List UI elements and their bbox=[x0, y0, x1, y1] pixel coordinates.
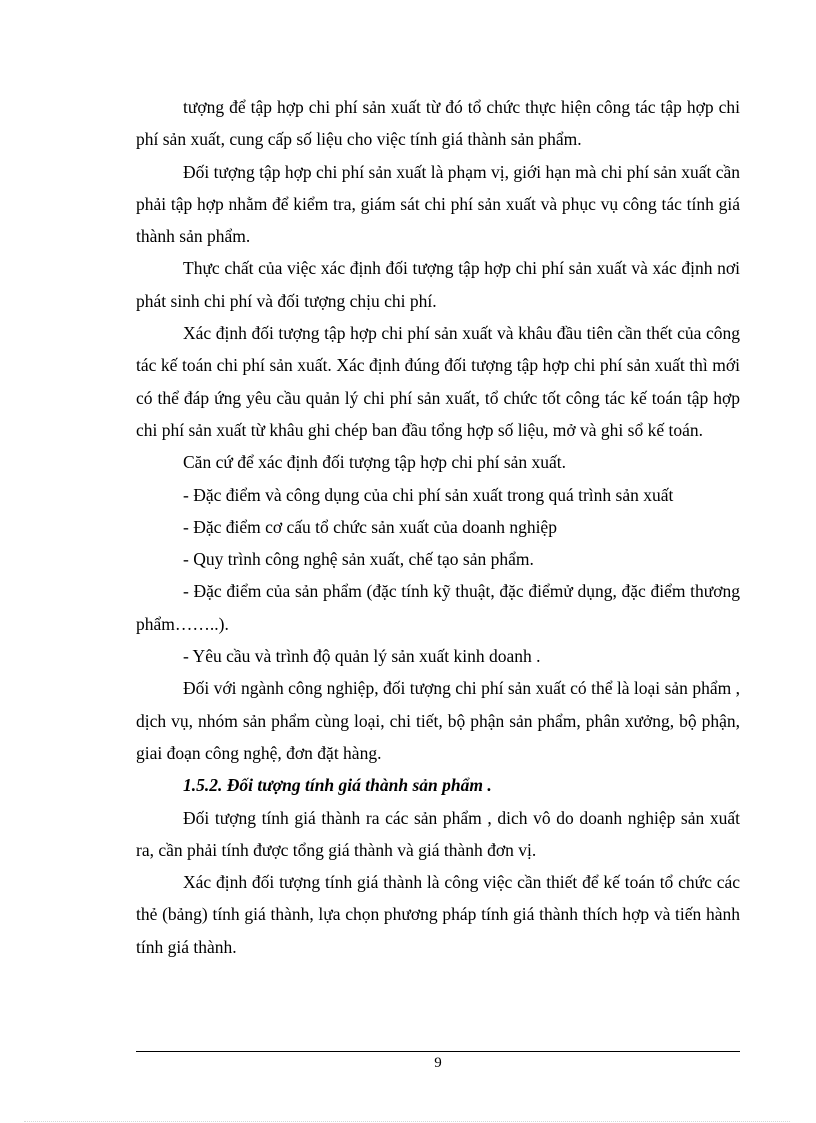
page-bottom-edge bbox=[24, 1121, 790, 1122]
body-paragraph: Thực chất của việc xác định đối tượng tập hợp chi phí sản xuất và xác định nơi phát sinh chi phí và đối tượng chịu chi phí. bbox=[136, 258, 740, 311]
list-item: - Quy trình công nghệ sản xuất, chế tạo sản phẩm. bbox=[183, 549, 534, 570]
body-paragraph: Xác định đối tượng tập hợp chi phí sản xuất và khâu đầu tiên cần thết của công tác kế toán chi phí sản xuất. Xác định đúng đối tượng tập hợp chi phí sản xuất thì mới có thể đáp ứng yêu cầu quản lý chi phí sản xuất, tổ chức tốt công tác kế toán tập hợp chi phí sản xuất từ khâu ghi chép ban đầu tổng hợp số liệu, mở và ghi sổ kế toán. bbox=[136, 323, 740, 440]
list-item: - Đặc điểm cơ cấu tổ chức sản xuất của doanh nghiệp bbox=[183, 516, 557, 537]
body-paragraph: Căn cứ để xác định đối tượng tập hợp chi phí sản xuất. bbox=[183, 452, 567, 473]
list-item: - Yêu cầu và trình độ quản lý sản xuất kinh doanh . bbox=[183, 646, 541, 667]
page-number: 9 bbox=[434, 1055, 442, 1071]
body-paragraph: tượng để tập hợp chi phí sản xuất từ đó tổ chức thực hiện công tác tập hợp chi phí sản xuất, cung cấp số liệu cho việc tính giá thành sản phẩm. bbox=[136, 97, 740, 150]
footer-divider bbox=[136, 1051, 740, 1052]
page-body bbox=[136, 91, 740, 963]
list-item: - Đặc điểm của sản phẩm (đặc tính kỹ thuật, đặc điểmử dụng, đặc điểm thương phẩm……..). bbox=[136, 581, 740, 634]
body-paragraph: Xác định đối tượng tính giá thành là công việc cần thiết để kế toán tổ chức các thẻ (bảng) tính giá thành, lựa chọn phương pháp tính giá thành thích hợp và tiến hành tính giá thành. bbox=[136, 872, 740, 957]
section-heading: 1.5.2. Đối tượng tính giá thành sản phẩm . bbox=[183, 775, 492, 796]
body-paragraph: Đối tượng tập hợp chi phí sản xuất là phạm vị, giới hạn mà chi phí sản xuất cần phải tập hợp nhằm để kiểm tra, giám sát chi phí sản xuất và phục vụ công tác tính giá thành sản phẩm. bbox=[136, 161, 740, 247]
body-paragraph: Đối tượng tính giá thành ra các sản phẩm , dich vô do doanh nghiệp sản xuất ra, cần phải tính được tổng giá thành và giá thành đơn vị. bbox=[136, 807, 740, 860]
list-item: - Đặc điểm và công dụng của chi phí sản xuất trong quá trình sản xuất bbox=[183, 484, 674, 505]
body-paragraph: Đối với ngành công nghiệp, đối tượng chi phí sản xuất có thể là loại sản phẩm , dịch vụ, nhóm sản phẩm cùng loại, chi tiết, bộ phận sản phẩm, phân xưởng, bộ phận, giai đoạn công nghệ, đơn đặt hàng. bbox=[136, 678, 740, 763]
